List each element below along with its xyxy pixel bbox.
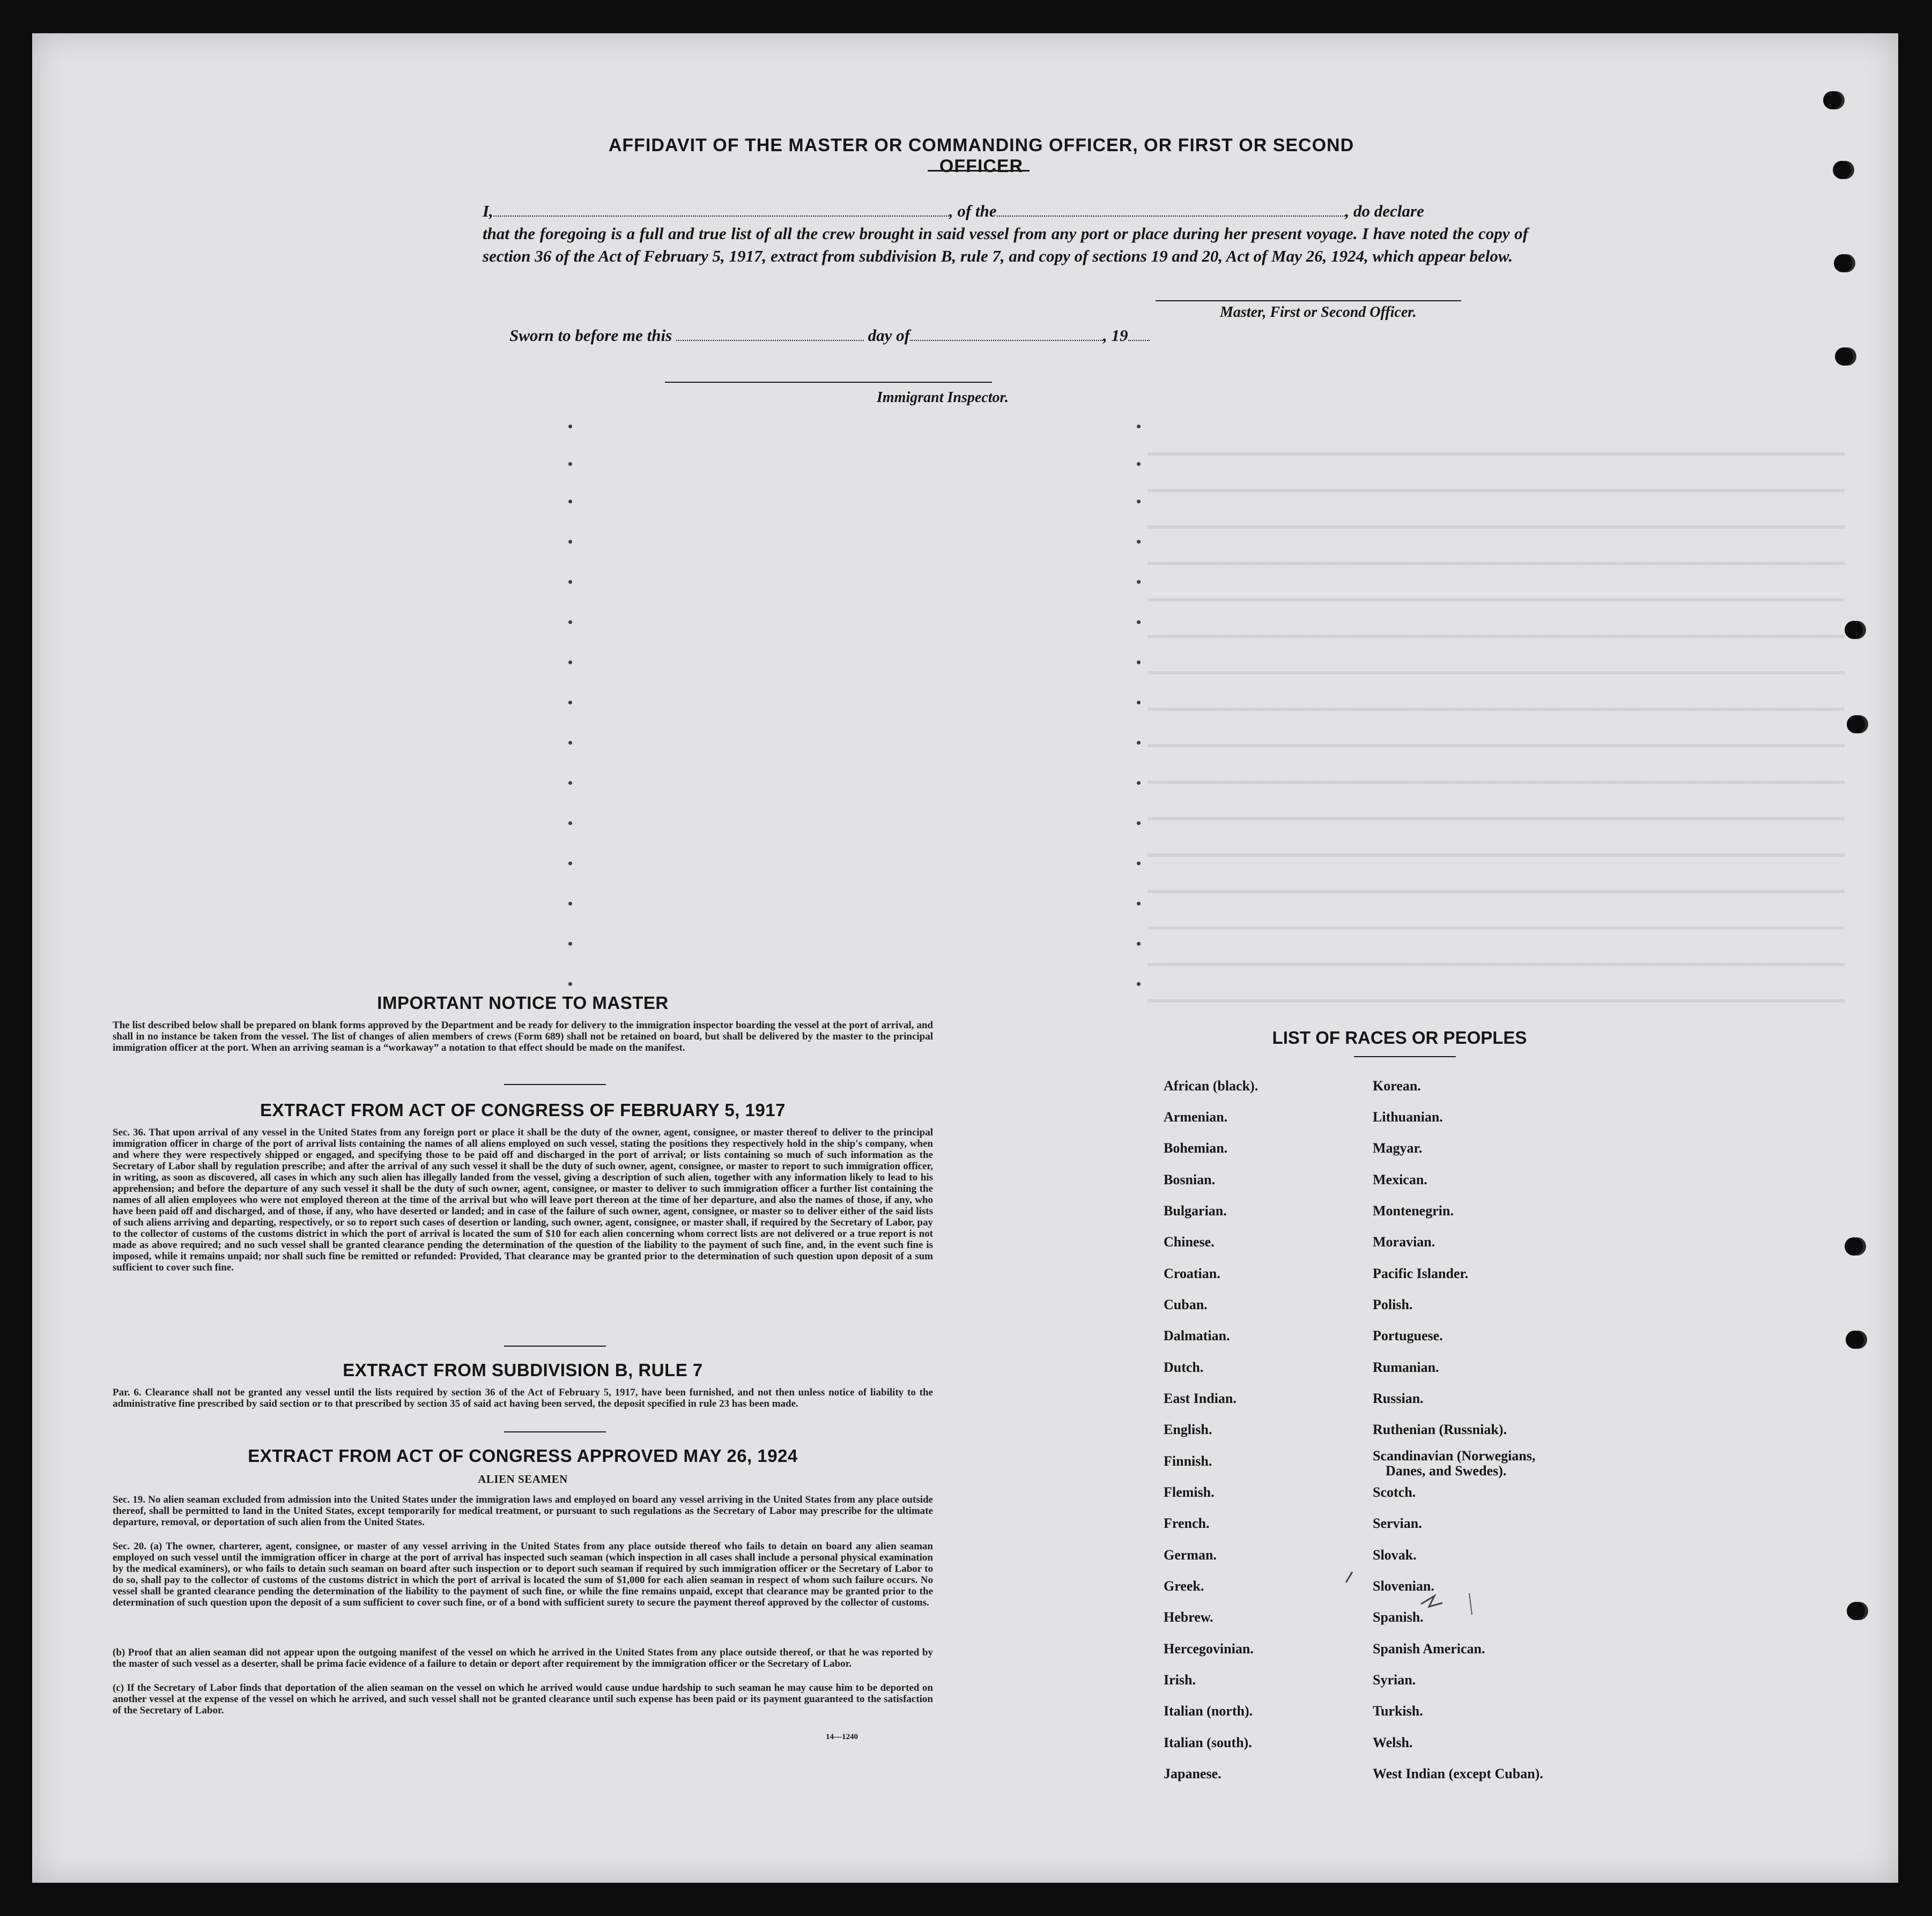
races-title: LIST OF RACES OR PEOPLES <box>1272 1028 1527 1048</box>
race-item: Turkish. <box>1373 1703 1423 1719</box>
race-item: Bosnian. <box>1164 1172 1216 1187</box>
guide-dot <box>568 660 572 664</box>
race-item: Montenegrin. <box>1373 1203 1454 1219</box>
race-item-continuation: Danes, and Swedes). <box>1386 1463 1507 1479</box>
extract-1924-sec19: Sec. 19. No alien seaman excluded from admission into the United States under the immigration laws and employed on board any vessel arriving in the United States from any place outside thereof, shall be permitted to land in the United States, except temporarily for medical treatment, or pursuant to such regulations as the Secretary of Labor may prescribe for the ultimate departure, removal, or deportation of such alien from the United States. <box>113 1494 933 1528</box>
guide-dot <box>568 821 572 825</box>
guide-dot <box>1137 781 1141 785</box>
race-item: Bohemian. <box>1164 1140 1228 1156</box>
race-item: Irish. <box>1164 1672 1196 1688</box>
affidavit-title: AFFIDAVIT OF THE MASTER OR COMMANDING OFFICER, OR FIRST OR SECOND OFFICER <box>608 135 1354 176</box>
guide-dot <box>568 425 572 428</box>
declarant-name-field[interactable] <box>493 199 949 217</box>
race-item: Armenian. <box>1164 1109 1228 1125</box>
race-item: Chinese. <box>1164 1234 1215 1250</box>
punch-hole <box>1847 715 1865 733</box>
of-the-label: , of the <box>949 202 997 220</box>
race-item: Moravian. <box>1373 1234 1435 1250</box>
race-item: Cuban. <box>1164 1297 1208 1312</box>
extract-rule7-title: EXTRACT FROM SUBDIVISION B, RULE 7 <box>343 1360 703 1380</box>
guide-dot <box>1137 620 1141 624</box>
race-item: Hebrew. <box>1164 1609 1213 1625</box>
do-declare-label: , do declare <box>1345 202 1424 220</box>
guide-dot <box>1137 540 1141 544</box>
master-signature-line[interactable] <box>1156 300 1461 301</box>
sworn-label: Sworn to before me this <box>509 326 672 345</box>
race-item: Syrian. <box>1373 1672 1416 1688</box>
guide-dot <box>1137 462 1141 466</box>
guide-dot <box>568 902 572 905</box>
races-title-underline <box>1354 1056 1456 1057</box>
guide-dot <box>568 462 572 466</box>
guide-dot <box>1137 821 1141 825</box>
guide-dot <box>1137 982 1141 986</box>
guide-dot <box>568 701 572 704</box>
guide-dot <box>1137 902 1141 905</box>
race-item: Magyar. <box>1373 1140 1423 1156</box>
section-divider <box>504 1346 606 1347</box>
guide-dot <box>568 982 572 986</box>
race-item: Hercegovinian. <box>1164 1641 1254 1657</box>
declaration-lead: I, <box>483 202 493 220</box>
race-item: African (black). <box>1164 1078 1259 1094</box>
races-right-column <box>1373 1079 1641 1797</box>
punch-hole <box>1835 347 1853 366</box>
guide-dot <box>1137 500 1141 503</box>
sworn-year-field[interactable] <box>1128 324 1150 341</box>
extract-1924-sec20a: Sec. 20. (a) The owner, charterer, agent, consignee, or master of any vessel arriving in the United States from any place outside thereof who fails to detain on board any alien seaman employed on such vessel until the immigration officer in charge at the port of arrival has inspected such seaman (which inspection in all cases shall include a personal physical examination by the medical examiners), or who fails to detain such seaman on board after such inspection or to deport such seaman if required by such immigration officer or the Secretary of Labor to do so, shall pay to the collector of customs of the customs district in which the port of arrival is located the sum of $1,000 for each alien seaman in respect of whom such failure occurs. No vessel shall be granted clearance pending the determination of the liability to the payment of such fine, or while the fine remains unpaid, except that clearance may be granted prior to the determination of such question upon the deposit of a sum sufficient to cover such fine, or of a bond with sufficient surety to secure the payment thereof approved by the collector of customs. <box>113 1541 933 1608</box>
guide-dot <box>1137 425 1141 428</box>
guide-dot <box>568 540 572 544</box>
sworn-month-field[interactable] <box>910 324 1103 341</box>
guide-dot <box>568 862 572 865</box>
notice-title: IMPORTANT NOTICE TO MASTER <box>377 993 669 1013</box>
race-item: Flemish. <box>1164 1484 1215 1500</box>
race-item: Bulgarian. <box>1164 1203 1227 1219</box>
form-sheet <box>32 33 1898 1883</box>
guide-dot <box>1137 862 1141 865</box>
race-item: Russian. <box>1373 1391 1424 1406</box>
guide-dot <box>568 580 572 584</box>
race-item: Portuguese. <box>1373 1328 1443 1343</box>
race-item: Scotch. <box>1373 1484 1416 1500</box>
race-item: Dalmatian. <box>1164 1328 1230 1343</box>
notice-text: The list described below shall be prepared on blank forms approved by the Department and be ready for delivery to the immigration inspector boarding the vessel at the port of arrival, and shall in no instance be taken from the vessel. The list of changes of alien members of crews (Form 689) shall not be retained on board, but shall be delivered by the master to the principal immigration officer at the port. When an arriving seaman is a “workaway” a notation to that effect should be made on the manifest. <box>113 1020 933 1053</box>
guide-dot <box>1137 580 1141 584</box>
punch-hole <box>1847 1602 1865 1620</box>
sworn-day-field[interactable] <box>676 324 864 341</box>
race-item: Lithuanian. <box>1373 1109 1443 1125</box>
guide-dot <box>568 500 572 503</box>
day-of-label: day of <box>868 326 910 345</box>
declaration-text: that the foregoing is a full and true list of all the crew brought in said vessel from any port or place during her present voyage. I have noted the copy of section 36 of the Act of February 5, 1917, extract from subdivision B, rule 7, and copy of sections 19 and 20, Act of May 26, 1924, which appear below. <box>483 224 1528 265</box>
race-item: Scandinavian (Norwegians, <box>1373 1448 1536 1464</box>
extract-1924-sec20c: (c) If the Secretary of Labor finds that deportation of the alien seaman on the vessel on which he arrived would cause undue hardship to such seaman he may cause him to be deported on another vessel at the expense of the vessel on which he arrived, and such vessel shall not be granted clearance until such expense has been paid or its payment guaranteed to the satisfaction of the Secretary of Labor. <box>113 1682 933 1716</box>
race-item: Servian. <box>1373 1516 1422 1531</box>
race-item: Rumanian. <box>1373 1360 1439 1375</box>
punch-hole <box>1834 254 1852 272</box>
race-item: East Indian. <box>1164 1391 1237 1406</box>
pencil-mark <box>1341 1566 1501 1631</box>
races-left-column <box>1164 1079 1367 1797</box>
guide-dot <box>568 741 572 745</box>
race-item: Spanish. <box>1373 1609 1424 1625</box>
race-item: Welsh. <box>1373 1735 1413 1750</box>
race-item: Greek. <box>1164 1578 1204 1594</box>
race-item: German. <box>1164 1547 1217 1563</box>
inspector-signature-line[interactable] <box>665 382 992 383</box>
punch-hole <box>1833 161 1851 179</box>
inspector-label: Immigrant Inspector. <box>877 389 1009 406</box>
race-item: Ruthenian (Russniak). <box>1373 1422 1507 1437</box>
punch-hole <box>1845 621 1863 639</box>
race-item: Japanese. <box>1164 1766 1222 1781</box>
extract-1924-subtitle: ALIEN SEAMEN <box>478 1473 568 1486</box>
punch-hole <box>1823 91 1841 109</box>
section-divider <box>504 1084 606 1085</box>
sworn-line <box>509 324 1150 345</box>
form-number: 14—1240 <box>826 1733 858 1741</box>
race-item: Dutch. <box>1164 1360 1204 1375</box>
guide-dot <box>1137 942 1141 946</box>
year-prefix-label: , 19 <box>1103 326 1128 345</box>
show-through-text <box>1148 419 1845 1009</box>
guide-dot <box>1137 741 1141 745</box>
race-item: Polish. <box>1373 1297 1413 1312</box>
race-item: Italian (north). <box>1164 1703 1253 1719</box>
extract-1924-sec20b: (b) Proof that an alien seaman did not appear upon the outgoing manifest of the vessel on which he arrived in the United States from any place outside thereof, or that he was reported by the master of such vessel as a deserter, shall be prima facie evidence of a failure to detain or deport after requirement by the immigration officer or the Secretary of Labor. <box>113 1647 933 1669</box>
title-underline <box>928 170 1030 172</box>
guide-dot <box>568 942 572 946</box>
race-item: West Indian (except Cuban). <box>1373 1766 1543 1781</box>
race-item: English. <box>1164 1422 1212 1437</box>
race-item: French. <box>1164 1516 1210 1531</box>
master-signature-label: Master, First or Second Officer. <box>1220 304 1417 321</box>
race-item: Slovenian. <box>1373 1578 1434 1594</box>
race-item: Korean. <box>1373 1078 1421 1094</box>
extract-1917-title: EXTRACT FROM ACT OF CONGRESS OF FEBRUARY 5, 1917 <box>260 1100 786 1120</box>
race-item: Pacific Islander. <box>1373 1266 1469 1281</box>
guide-dot <box>568 620 572 624</box>
race-item: Italian (south). <box>1164 1735 1252 1750</box>
extract-1917-text: Sec. 36. That upon arrival of any vessel in the United States from any foreign port or place it shall be the duty of the owner, agent, consignee, or master thereof to deliver to the principal immigration officer in charge of the port of arrival lists containing the names of all aliens employed on such vessel, stating the positions they respectively hold in the ship's company, when and where they were respectively shipped or engaged, and specifying those to be paid off and discharged in the port of arrival; or lists containing so much of such information as the Secretary of Labor shall by regulation prescribe; and after the arrival of any such vessel it shall be the duty of such owner, agent, consignee, or master to report to such immigration officer, in writing, as soon as discovered, all cases in which any such alien has illegally landed from the vessel, giving a description of such alien, together with any information likely to lead to his apprehension; and before the departure of any such vessel it shall be the duty of such owner, agent, consignee, or master to deliver to such immigration officer a further list containing the names of all alien employees who were not employed thereon at the time of the arrival but who will leave port thereon at the time of her departure, and also the names of those, if any, who have been paid off and discharged, and of those, if any, who have deserted or landed; and in case of the failure of such owner, agent, consignee, or master so to deliver either of the said lists of such aliens arriving and departing, respectively, or so to report such cases of desertion or landing, such owner, agent, consignee, or master shall, if required by the Secretary of Labor, pay to the collector of customs of the customs district in which the port of arrival is located the sum of $10 for each alien concerning whom correct lists are not delivered or a true report is not made as above required; and no such vessel shall be granted clearance pending the determination of the question of the liability to the payment of such fine, and, in the event such fine is imposed, while it remains unpaid; nor shall such fine be remitted or refunded: Provided, That clearance may be granted prior to the determination of such question upon deposit of a sum sufficient to cover such fine. <box>113 1127 933 1273</box>
guide-dot <box>568 781 572 785</box>
race-item: Croatian. <box>1164 1266 1220 1281</box>
affidavit-declaration <box>483 199 1528 268</box>
race-item: Finnish. <box>1164 1453 1212 1469</box>
race-item: Spanish American. <box>1373 1641 1485 1657</box>
punch-hole <box>1845 1237 1863 1256</box>
declaration-line <box>483 199 1528 222</box>
race-item: Slovak. <box>1373 1547 1417 1563</box>
guide-dot <box>1137 660 1141 664</box>
extract-rule7-text: Par. 6. Clearance shall not be granted any vessel until the lists required by section 36 of the Act of February 5, 1917, have been furnished, and not then unless notice of liability to the administrative fine prescribed by said section or to that prescribed by section 35 of said act having been served, the deposit specified in rule 23 has been made. <box>113 1387 933 1409</box>
section-divider <box>504 1431 606 1432</box>
extract-1924-title: EXTRACT FROM ACT OF CONGRESS APPROVED MAY 26, 1924 <box>248 1446 798 1466</box>
race-item: Mexican. <box>1373 1172 1427 1187</box>
punch-hole <box>1846 1331 1864 1349</box>
guide-dot <box>1137 701 1141 704</box>
vessel-name-field[interactable] <box>997 199 1345 217</box>
